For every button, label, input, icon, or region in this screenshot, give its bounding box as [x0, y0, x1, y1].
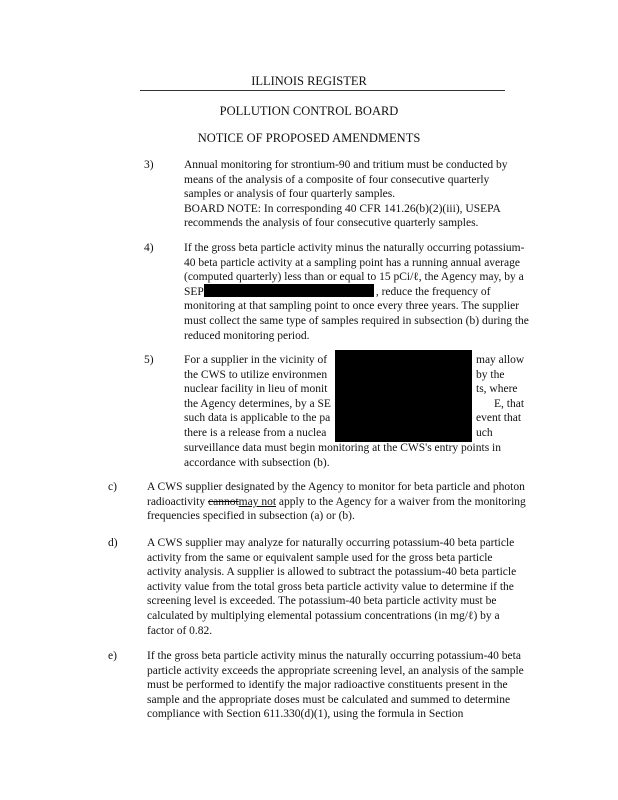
item-label: 3) — [144, 159, 154, 171]
paragraph-nuclear-right: may allow by the ts, where E, that event that uch — [476, 354, 525, 439]
paragraph-strontium: Annual monitoring for strontium-90 and tritium must be conducted by means of the analysis of a composite of four consecutive quarterly samples or analysis of four quarterly samples. BOARD NOTE: In corresponding 40 CFR 141.26(b)(2)(iii), USEPA recommends the analysis of four consecutive quarterly samples. — [184, 159, 508, 230]
item-label: e) — [108, 650, 117, 662]
paragraph-waiver: A CWS supplier designated by the Agency to monitor for beta particle and photon radioactivity cannotmay not apply to the Agency for a waiver from the monitoring frequencies specified in subsection (a) or (b). — [147, 481, 526, 523]
item-label: 4) — [144, 242, 154, 254]
register-title: ILLINOIS REGISTER — [251, 74, 367, 88]
redaction-block — [335, 350, 472, 442]
paragraph-potassium: A CWS supplier may analyze for naturally occurring potassium-40 beta particle activity from the same or equivalent sample used for the gross beta particle activity analysis. A supplier is allowed to subtract the potassium-40 beta particle activity value from the total gross beta particle activity value to determine if the screening level is exceeded. The potassium-40 beta particle activity must be calculated by multiplying elemental potassium concentrations (in mg/ℓ) by a factor of 0.82. — [147, 537, 517, 637]
inserted-text: may not — [238, 495, 277, 508]
item-label: d) — [108, 537, 118, 549]
paragraph-nuclear-left: For a supplier in the vicinity of the CWS to utilize environmen nuclear facility in lieu of monit the Agency determines, by a SE such data is applicable to the pa there is a release from a nuclea — [184, 354, 331, 439]
notice-title: NOTICE OF PROPOSED AMENDMENTS — [197, 131, 421, 145]
item-label: c) — [108, 481, 117, 493]
paragraph-nuclear-tail: surveillance data must begin monitoring at the CWS's entry points in accordance with subsection (b). — [184, 442, 501, 469]
deleted-text: cannot — [208, 495, 239, 508]
redaction-block — [204, 284, 374, 297]
header-rule — [140, 90, 505, 91]
paragraph-screening: If the gross beta particle activity minus the naturally occurring potassium-40 beta particle activity exceeds the appropriate screening level, an analysis of the sample must be performed to identify the major radioactive constituents present in the sample and the appropriate doses must be calculated and summed to determine compliance with Section 611.330(d)(1), using the formula in Section — [147, 650, 524, 721]
item-label: 5) — [144, 354, 154, 366]
paragraph-gross-beta: If the gross beta particle activity minus the naturally occurring potassium- 40 beta particle activity at a sampling point has a running annual average (computed quarterly) less than or equal to 15 pCi/ℓ, the Agency may, by a SEP , reduce the frequency of monitoring at that sampling point to once every three years. The supplier must collect the same type of samples required in subsection (b) during the reduced monitoring period. — [184, 242, 529, 342]
board-title: POLLUTION CONTROL BOARD — [219, 104, 399, 118]
